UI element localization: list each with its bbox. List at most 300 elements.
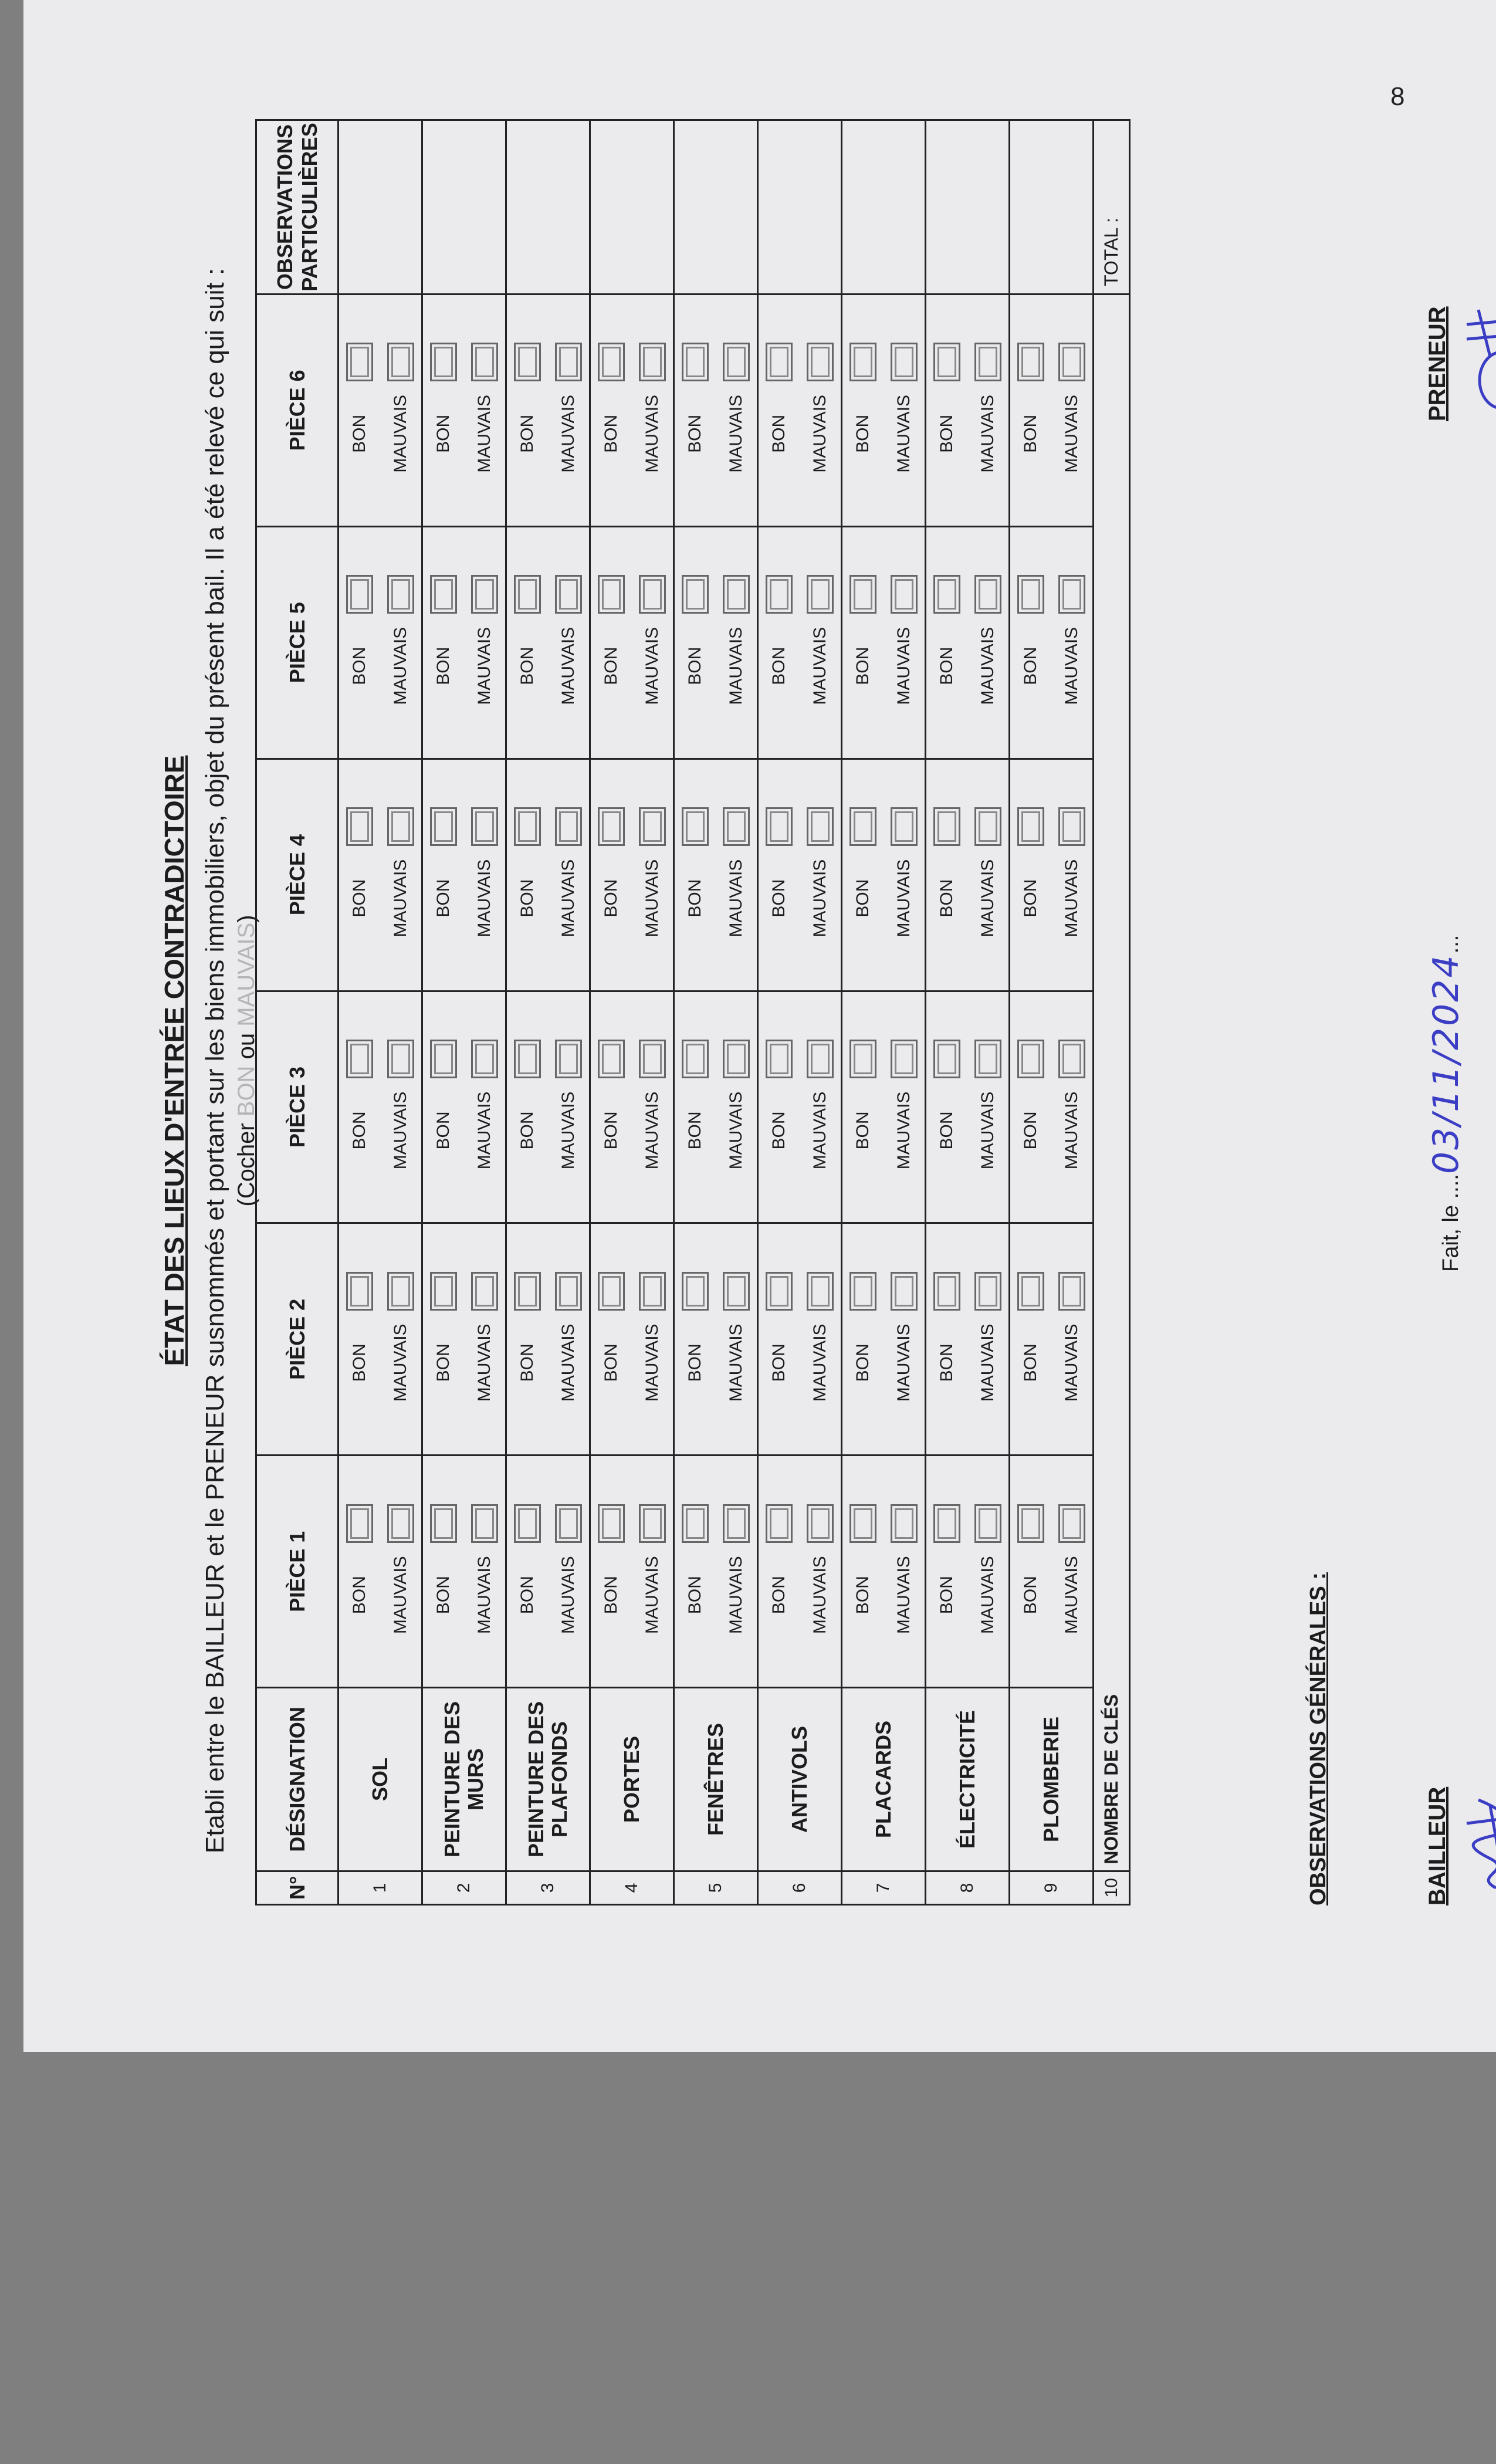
option-bad [1051,760,1092,990]
piece-5-cell [926,526,1010,759]
observation-cell[interactable] [674,120,758,295]
checkbox-good[interactable] [682,1040,709,1078]
checkbox-bad[interactable] [891,1040,918,1078]
option-good [1010,1456,1051,1687]
checkbox-bad[interactable] [723,575,750,614]
checkbox-good[interactable] [933,575,960,614]
option-bad-label: MAUVAIS [391,1324,410,1402]
option-bad [884,1456,925,1687]
checkbox-good[interactable] [933,1504,960,1543]
observation-cell[interactable] [590,120,674,295]
checkbox-bad[interactable] [974,575,1001,614]
row-number: 2 [422,1871,506,1904]
option-bad-label: MAUVAIS [642,627,662,705]
observation-cell[interactable] [926,120,1010,295]
checkbox-bad[interactable] [891,1504,918,1543]
piece-4-cell [506,759,590,991]
form-intro: Etabli entre le BAILLEUR et le PRENEUR susnommés et portant sur les biens immobiliers, objet du présent bail. Il a été relevé ce qui suit : [201,268,229,1854]
table-row [758,120,842,1905]
option-bad [716,992,757,1223]
option-bad-label: MAUVAIS [1062,1556,1081,1634]
checkbox-good[interactable] [346,807,373,846]
option-bad-label: MAUVAIS [559,394,578,473]
option-bad [800,760,841,990]
checkbox-bad[interactable] [807,575,834,614]
option-bad [464,760,505,990]
option-bad [716,1456,757,1687]
checkbox-bad[interactable] [471,1504,498,1543]
checkbox-bad[interactable] [807,1272,834,1311]
checkbox-good[interactable] [849,1272,876,1311]
option-good-label: BON [350,1343,369,1382]
option-bad [632,760,673,990]
checkbox-bad[interactable] [387,1504,414,1543]
table-row [674,120,758,1905]
option-good-label: BON [1021,1343,1040,1382]
checkbox-bad[interactable] [471,343,498,381]
option-bad [380,992,421,1223]
option-good-label: BON [685,647,705,685]
checkbox-good[interactable] [849,575,876,614]
option-bad [632,295,673,526]
piece-2-cell [842,1223,926,1456]
checkbox-bad[interactable] [639,807,666,846]
option-good [507,992,548,1223]
checkbox-bad[interactable] [807,1504,834,1543]
checkbox-good[interactable] [682,575,709,614]
checkbox-good[interactable] [514,575,541,614]
checkbox-bad[interactable] [891,343,918,381]
checkbox-good[interactable] [766,343,793,381]
checkbox-good[interactable] [933,1040,960,1078]
checkbox-bad[interactable] [639,1504,666,1543]
option-good [507,1224,548,1454]
option-good [339,527,380,758]
page-number: 8 [1390,82,1405,111]
option-good [926,1456,967,1687]
header-num: N° [256,1871,339,1904]
checkbox-bad[interactable] [723,1272,750,1311]
piece-2-cell [674,1223,758,1456]
piece-4-cell [758,759,842,991]
table-row [590,120,674,1905]
option-good-label: BON [937,647,956,685]
checkbox-good[interactable] [682,343,709,381]
option-good-label: BON [937,1111,956,1150]
option-bad-label: MAUVAIS [894,1556,913,1634]
option-bad [967,760,1008,990]
option-bad [884,992,925,1223]
checkbox-good[interactable] [766,1272,793,1311]
checkbox-bad[interactable] [639,575,666,614]
row-number: 4 [590,1871,674,1904]
observation-cell[interactable] [422,120,506,295]
instruction-prefix: (Cocher [233,1123,259,1207]
checkbox-good[interactable] [766,807,793,846]
option-bad [967,1456,1008,1687]
option-bad [464,295,505,526]
option-good [759,992,800,1223]
row-number: 9 [1010,1871,1094,1904]
option-bad [632,527,673,758]
option-bad-label: MAUVAIS [726,394,746,473]
option-good-label: BON [937,1576,956,1615]
checkbox-bad[interactable] [974,1504,1001,1543]
piece-3-cell [674,991,758,1223]
piece-4-cell [842,759,926,991]
option-bad-label: MAUVAIS [810,1556,830,1634]
checkbox-good[interactable] [430,1272,457,1311]
checkbox-bad[interactable] [387,575,414,614]
checkbox-good[interactable] [849,807,876,846]
option-bad [967,295,1008,526]
checkbox-good[interactable] [682,1272,709,1311]
piece-1-cell [422,1456,506,1688]
option-good-label: BON [853,879,872,918]
piece-5-cell [674,526,758,759]
header-piece-2: PIÈCE 2 [256,1223,339,1456]
checkbox-bad[interactable] [1058,343,1085,381]
option-bad [380,760,421,990]
checkbox-good[interactable] [1017,1504,1044,1543]
checkbox-good[interactable] [514,343,541,381]
checkbox-bad[interactable] [471,807,498,846]
option-good-label: BON [517,879,537,918]
option-good-label: BON [853,1111,872,1150]
option-good [1010,527,1051,758]
option-good-label: BON [434,879,453,918]
checkbox-good[interactable] [514,1272,541,1311]
option-bad [380,1224,421,1454]
option-bad-label: MAUVAIS [1062,627,1081,705]
option-bad-label: MAUVAIS [978,1324,997,1402]
checkbox-good[interactable] [346,575,373,614]
option-bad [548,527,589,758]
checkbox-good[interactable] [514,807,541,846]
checkbox-bad[interactable] [555,343,582,381]
row-number: 1 [339,1871,422,1904]
option-bad-label: MAUVAIS [391,394,410,473]
option-good-label: BON [434,1576,453,1615]
option-good-label: BON [601,647,621,685]
observation-cell[interactable] [339,120,422,295]
piece-3-cell [1010,991,1094,1223]
checkbox-bad[interactable] [891,1272,918,1311]
option-good-label: BON [1021,1576,1040,1615]
checkbox-bad[interactable] [639,1040,666,1078]
option-bad-label: MAUVAIS [475,1324,494,1402]
option-good [675,992,716,1223]
checkbox-good[interactable] [766,575,793,614]
option-bad [716,527,757,758]
checkbox-good[interactable] [766,1504,793,1543]
checkbox-bad[interactable] [807,343,834,381]
checkbox-good[interactable] [933,1272,960,1311]
option-bad [464,992,505,1223]
checkbox-good[interactable] [1017,343,1044,381]
observation-cell[interactable] [1010,120,1094,295]
piece-5-cell [339,526,422,759]
checkbox-good[interactable] [1017,807,1044,846]
option-bad [1051,1456,1092,1687]
piece-4-cell [422,759,506,991]
option-good [339,1456,380,1687]
checkbox-bad[interactable] [974,343,1001,381]
piece-1-cell [758,1456,842,1688]
checkbox-good[interactable] [430,1040,457,1078]
option-bad-label: MAUVAIS [978,859,997,937]
option-bad-label: MAUVAIS [391,627,410,705]
option-bad [548,295,589,526]
checkbox-bad[interactable] [723,1040,750,1078]
checkbox-bad[interactable] [555,1504,582,1543]
checkbox-good[interactable] [682,1504,709,1543]
option-good [842,295,884,526]
option-bad-label: MAUVAIS [894,1324,913,1402]
row-designation: PEINTURE DES MURS [422,1688,506,1871]
checkbox-bad[interactable] [1058,1272,1085,1311]
option-bad-label: MAUVAIS [894,1091,913,1170]
instruction-mauvais: MAUVAIS [233,922,259,1027]
checkbox-good[interactable] [346,1504,373,1543]
header-piece-5: PIÈCE 5 [256,526,339,759]
option-good [926,1224,967,1454]
option-good [675,527,716,758]
option-bad-label: MAUVAIS [642,1556,662,1634]
checkbox-bad[interactable] [807,807,834,846]
option-good-label: BON [769,1576,788,1615]
option-good-label: BON [350,1576,369,1615]
option-bad [380,1456,421,1687]
checkbox-good[interactable] [430,343,457,381]
checkbox-good[interactable] [1017,1040,1044,1078]
checkbox-good[interactable] [1017,575,1044,614]
checkbox-bad[interactable] [891,575,918,614]
checkbox-good[interactable] [430,807,457,846]
piece-3-cell [422,991,506,1223]
checkbox-bad[interactable] [555,807,582,846]
option-good [1010,295,1051,526]
option-good [759,1224,800,1454]
observation-cell[interactable] [758,120,842,295]
checkbox-good[interactable] [766,1040,793,1078]
option-bad [464,1456,505,1687]
option-bad-label: MAUVAIS [894,859,913,937]
piece-6-cell [1010,294,1094,526]
option-good-label: BON [517,647,537,685]
option-good [339,992,380,1223]
option-good-label: BON [601,1111,621,1150]
piece-6-cell [758,294,842,526]
option-good [423,1456,464,1687]
option-good [842,760,884,990]
piece-6-cell [590,294,674,526]
checkbox-good[interactable] [598,1272,625,1311]
option-bad [1051,295,1092,526]
option-bad-label: MAUVAIS [810,627,830,705]
checkbox-bad[interactable] [471,575,498,614]
checkbox-good[interactable] [430,575,457,614]
option-bad [967,527,1008,758]
checkbox-good[interactable] [933,807,960,846]
option-good-label: BON [517,1576,537,1615]
checkbox-bad[interactable] [387,807,414,846]
option-good-label: BON [601,879,621,918]
option-good-label: BON [685,1576,705,1615]
observation-cell[interactable] [842,120,926,295]
piece-2-cell [422,1223,506,1456]
checkbox-good[interactable] [598,1040,625,1078]
checkbox-good[interactable] [682,807,709,846]
table-row [926,120,1010,1905]
checkbox-bad[interactable] [555,1040,582,1078]
checkbox-good[interactable] [933,343,960,381]
piece-6-cell [674,294,758,526]
checkbox-bad[interactable] [387,1272,414,1311]
option-good [926,760,967,990]
option-bad-label: MAUVAIS [810,1324,830,1402]
option-bad [632,1224,673,1454]
option-good-label: BON [685,414,705,453]
checkbox-bad[interactable] [387,1040,414,1078]
option-good [759,1456,800,1687]
option-good [507,760,548,990]
checkbox-bad[interactable] [974,1272,1001,1311]
option-bad-label: MAUVAIS [894,627,913,705]
piece-4-cell [926,759,1010,991]
checkbox-bad[interactable] [555,1272,582,1311]
checkbox-good[interactable] [598,575,625,614]
option-bad-label: MAUVAIS [726,1091,746,1170]
checkbox-good[interactable] [849,1504,876,1543]
piece-5-cell [590,526,674,759]
checkbox-bad[interactable] [723,343,750,381]
piece-1-cell [842,1456,926,1688]
checkbox-good[interactable] [598,1504,625,1543]
option-good [926,295,967,526]
option-good [842,527,884,758]
checkbox-bad[interactable] [639,343,666,381]
fait-suffix: ... [1439,935,1463,954]
checkbox-bad[interactable] [723,807,750,846]
header-piece-1: PIÈCE 1 [256,1456,339,1688]
checkbox-good[interactable] [849,343,876,381]
option-good-label: BON [601,1576,621,1615]
option-good-label: BON [350,879,369,918]
option-good-label: BON [1021,414,1040,453]
piece-1-cell [339,1456,422,1688]
option-good [759,527,800,758]
checkbox-bad[interactable] [387,343,414,381]
checkbox-bad[interactable] [1058,575,1085,614]
table-header-row [256,120,339,1905]
row-designation: PLOMBERIE [1010,1688,1094,1871]
checkbox-bad[interactable] [974,807,1001,846]
piece-4-cell [674,759,758,991]
piece-4-cell [339,759,422,991]
checkbox-good[interactable] [514,1040,541,1078]
option-good [591,527,632,758]
checkbox-good[interactable] [1017,1272,1044,1311]
checkbox-good[interactable] [514,1504,541,1543]
checkbox-bad[interactable] [1058,1040,1085,1078]
option-bad [1051,527,1092,758]
piece-5-cell [842,526,926,759]
option-bad [632,992,673,1223]
row-designation: PLACARDS [842,1688,926,1871]
piece-1-cell [674,1456,758,1688]
checkbox-bad[interactable] [471,1040,498,1078]
option-good [591,760,632,990]
option-bad [716,760,757,990]
piece-5-cell [1010,526,1094,759]
table-row [339,120,422,1905]
option-bad-label: MAUVAIS [642,1091,662,1170]
option-good [423,295,464,526]
option-bad-label: MAUVAIS [726,859,746,937]
option-bad-label: MAUVAIS [978,394,997,473]
checkbox-good[interactable] [430,1504,457,1543]
option-bad-label: MAUVAIS [559,1324,578,1402]
observation-cell[interactable] [506,120,590,295]
row-number: 8 [926,1871,1010,1904]
checkbox-bad[interactable] [471,1272,498,1311]
option-good [926,527,967,758]
option-good-label: BON [1021,647,1040,685]
option-bad-label: MAUVAIS [559,859,578,937]
instruction-bon: BON [233,1065,259,1117]
fait-date: 03/11/2024 [1426,953,1467,1175]
option-bad-label: MAUVAIS [391,1556,410,1634]
checkbox-bad[interactable] [807,1040,834,1078]
bailleur-signature [1455,1782,1496,1894]
checkbox-bad[interactable] [1058,807,1085,846]
option-good [507,1456,548,1687]
checkbox-bad[interactable] [639,1272,666,1311]
option-good-label: BON [769,647,788,685]
checkbox-good[interactable] [346,1272,373,1311]
checkbox-bad[interactable] [891,807,918,846]
option-good [842,992,884,1223]
total-label: TOTAL : [1094,120,1130,295]
piece-1-cell [1010,1456,1094,1688]
checkbox-good[interactable] [598,807,625,846]
checkbox-good[interactable] [346,343,373,381]
checkbox-bad[interactable] [1058,1504,1085,1543]
checkbox-bad[interactable] [974,1040,1001,1078]
option-bad-label: MAUVAIS [1062,394,1081,473]
option-good [507,527,548,758]
piece-5-cell [506,526,590,759]
checkbox-good[interactable] [598,343,625,381]
checkbox-bad[interactable] [555,575,582,614]
row-number: 3 [506,1871,590,1904]
piece-3-cell [506,991,590,1223]
instruction-ou: ou [233,1033,259,1060]
piece-1-cell [926,1456,1010,1688]
piece-4-cell [1010,759,1094,991]
checkbox-bad[interactable] [723,1504,750,1543]
option-good-label: BON [853,1576,872,1615]
checkbox-good[interactable] [346,1040,373,1078]
header-designation: DÉSIGNATION [256,1688,339,1871]
option-good-label: BON [434,414,453,453]
option-good [591,1224,632,1454]
option-bad [1051,992,1092,1223]
option-good-label: BON [937,879,956,918]
checkbox-good[interactable] [849,1040,876,1078]
keys-label: NOMBRE DE CLÉS [1094,294,1130,1871]
